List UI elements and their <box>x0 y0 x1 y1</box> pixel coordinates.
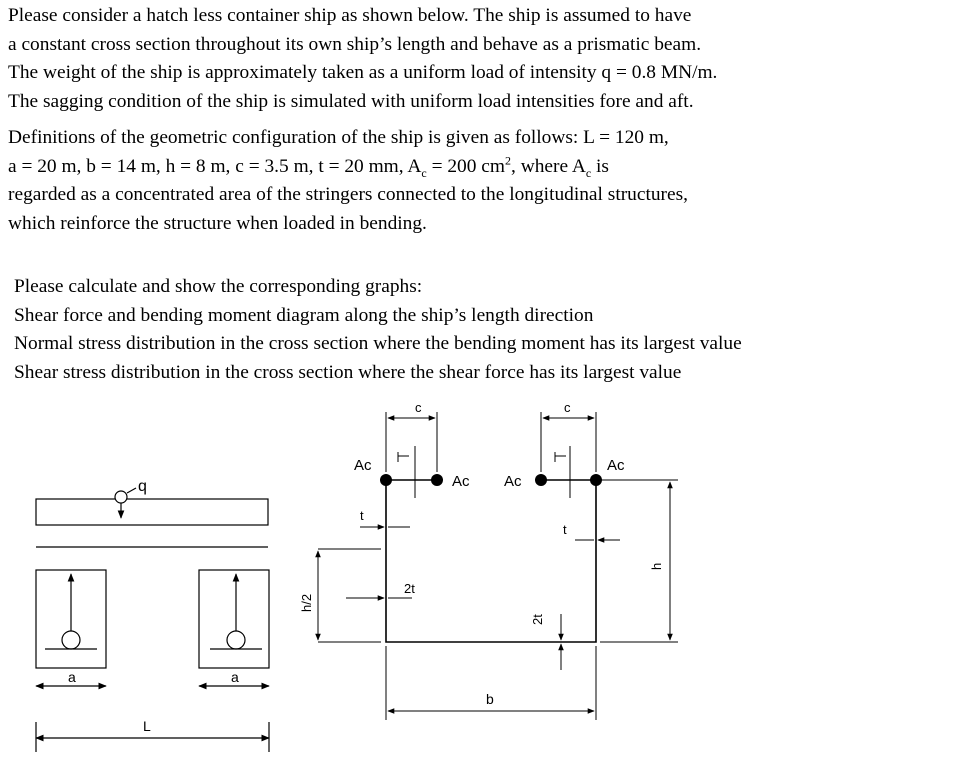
dimension-L <box>36 718 269 752</box>
load-block-left <box>36 570 106 686</box>
ac-label: Ac <box>452 473 470 490</box>
side-2t-label: 2t <box>530 614 545 625</box>
text-line: Shear force and bending moment diagram along the ship’s length direction <box>14 304 594 326</box>
bottom-2t-label: 2t <box>404 581 415 596</box>
h-label: h <box>649 562 664 570</box>
t-label: t <box>360 508 364 523</box>
t-label: t <box>563 522 567 537</box>
load-pin <box>115 491 127 503</box>
text-line: regarded as a concentrated area of the stringers connected to the longitudinal structures, <box>8 184 689 206</box>
load-pin <box>62 631 80 649</box>
text-line: Shear stress distribution in the cross section where the shear force has its largest value <box>14 361 682 383</box>
subscript-c: c <box>585 165 592 180</box>
text-line: Normal stress distribution in the cross section where the bending moment has its largest value <box>14 333 742 355</box>
text-line: a constant cross section throughout its own ship’s length and behave as a prismatic beam. <box>8 33 702 55</box>
beam-rectangle <box>36 499 268 525</box>
text-line: Definitions of the geometric configuration of the ship is given as follows: L = 120 m, <box>8 127 669 148</box>
cross-section <box>299 400 678 720</box>
stringer-ac-1 <box>380 474 392 486</box>
ac-label: Ac <box>504 473 522 490</box>
subscript-c: c <box>421 165 427 180</box>
text-line: The sagging condition of the ship is simulated with uniform load intensities fore and aft. <box>8 90 694 112</box>
side-view-beam <box>36 478 268 547</box>
text-line: The weight of the ship is approximately taken as a uniform load of intensity q = 0.8 MN/m. <box>8 62 718 84</box>
formula-text: , where A <box>511 155 586 177</box>
ac-label: Ac <box>354 457 372 474</box>
stringer-ac-2 <box>431 474 443 486</box>
dim-a-label: a <box>231 669 239 685</box>
formula-text: = 200 cm <box>426 155 505 177</box>
dim-c-label: c <box>415 400 422 415</box>
dim-c-label: c <box>564 400 571 415</box>
load-leader <box>127 488 136 493</box>
superscript-2: 2 <box>505 153 511 168</box>
formula-text: is <box>591 155 609 177</box>
load-block-right <box>199 570 269 686</box>
load-q-label: q <box>138 478 147 495</box>
half-h-label: h/2 <box>299 593 314 612</box>
hull-outline <box>386 480 596 642</box>
dim-a-label: a <box>68 669 76 685</box>
stringer-ac-3 <box>535 474 547 486</box>
b-label: b <box>486 691 494 707</box>
text-line: Please calculate and show the corresponding graphs: <box>14 276 423 297</box>
text-line: Please consider a hatch less container ship as shown below. The ship is assumed to have <box>8 5 692 26</box>
formula-text: a = 20 m, b = 14 m, h = 8 m, c = 3.5 m, t = 20 mm, A <box>8 155 422 177</box>
dim-L-label: L <box>143 718 151 734</box>
text-line: which reinforce the structure when loaded in bending. <box>8 212 427 234</box>
load-pin <box>227 631 245 649</box>
ac-label: Ac <box>607 457 625 474</box>
